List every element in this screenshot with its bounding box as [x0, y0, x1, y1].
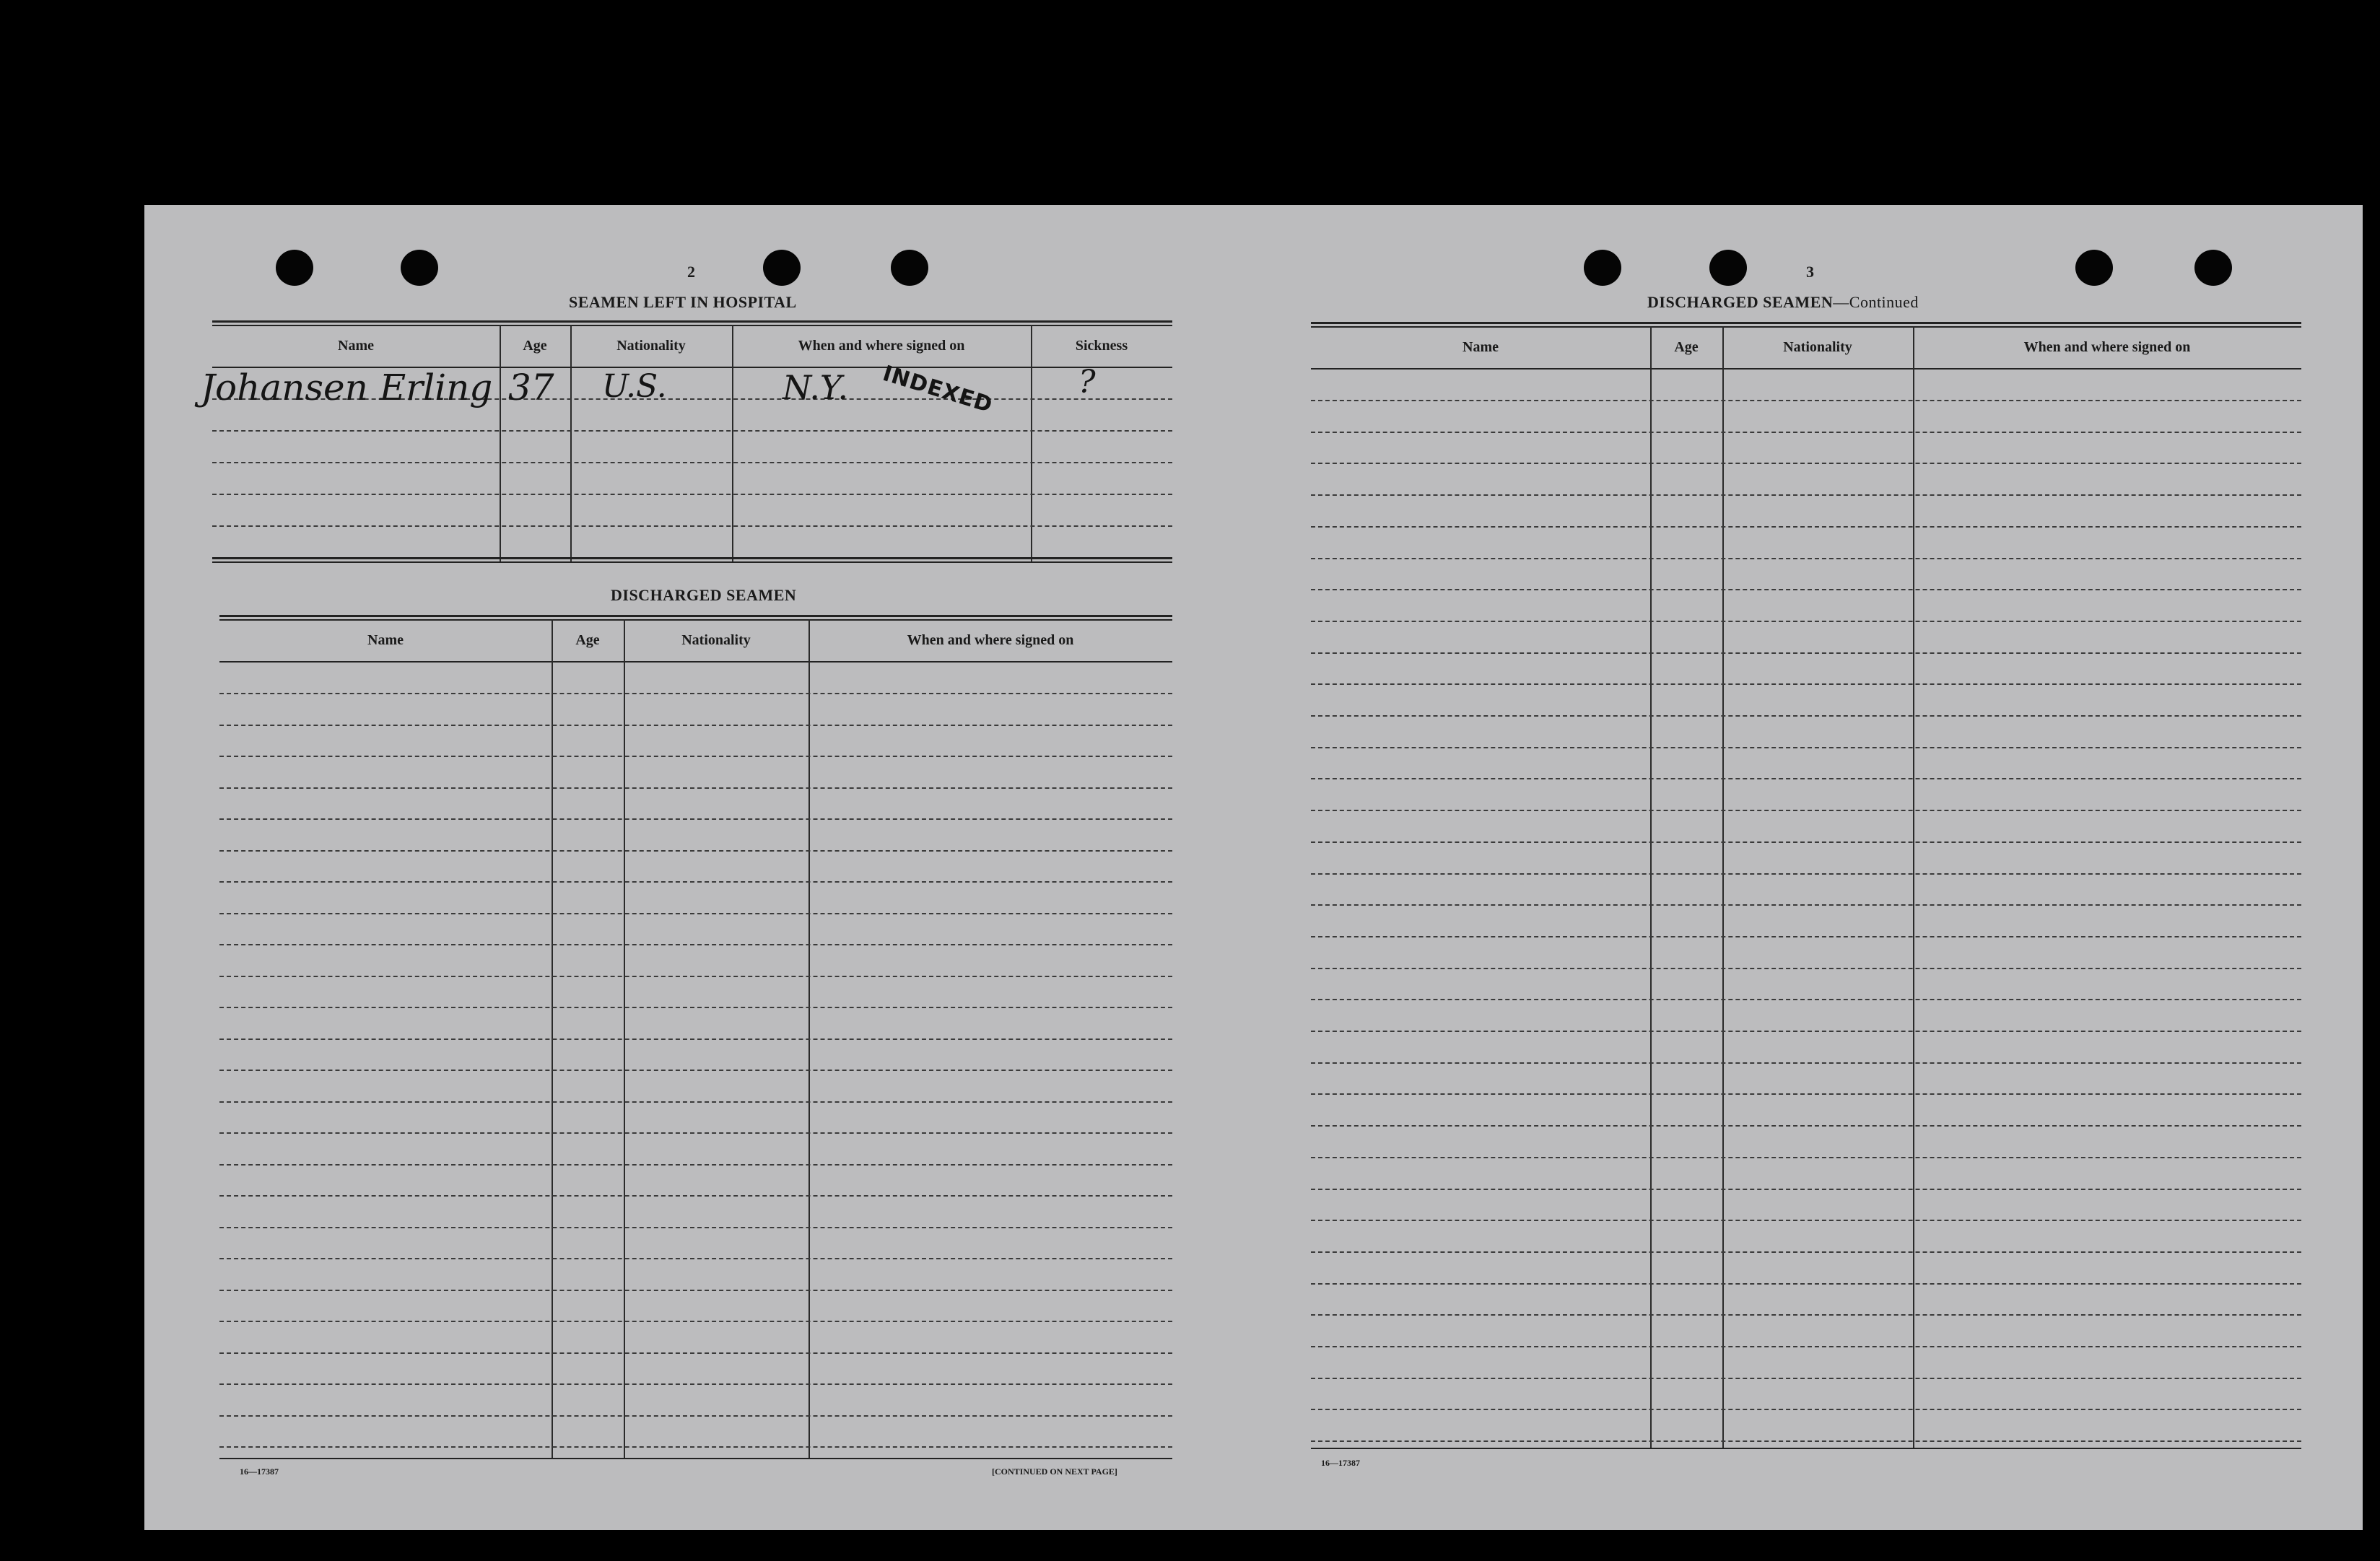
ruled-row-line [1311, 1220, 2301, 1221]
form-number: 16—17387 [1321, 1458, 1360, 1468]
handwritten-name: Johansen Erling [201, 367, 493, 408]
ruled-row-line [219, 1164, 1172, 1166]
punch-hole [1709, 250, 1747, 286]
punch-hole [276, 250, 313, 286]
ruled-row-line [1311, 1346, 2301, 1347]
ruled-row-line [1311, 621, 2301, 622]
ruled-row-line [219, 1039, 1172, 1040]
ruled-row-line [219, 693, 1172, 694]
ruled-row-line [219, 1258, 1172, 1259]
column-header-signed-on: When and where signed on [907, 632, 1074, 648]
ruled-row-line [1311, 1125, 2301, 1127]
document-scan [144, 205, 2363, 1530]
ruled-row-line [219, 725, 1172, 726]
ruled-row-line [219, 850, 1172, 852]
page-number: 2 [687, 263, 695, 281]
form-number: 16—17387 [240, 1466, 279, 1477]
page-number: 3 [1806, 263, 1814, 281]
discharged-section-title: DISCHARGED SEAMEN [611, 586, 797, 604]
ruled-row-line [1311, 463, 2301, 464]
ruled-row-line [1311, 715, 2301, 717]
column-header-signed-on: When and where signed on [798, 338, 965, 354]
ruled-row-line [1311, 841, 2301, 843]
ruled-row-line [1311, 526, 2301, 528]
punch-hole [763, 250, 801, 286]
ruled-row-line [219, 913, 1172, 914]
punch-hole [891, 250, 928, 286]
ruled-row-line [1311, 968, 2301, 969]
ruled-row-line [219, 1132, 1172, 1134]
column-header-name: Name [367, 632, 404, 648]
ruled-row-line [1311, 873, 2301, 875]
column-header-name: Name [1463, 339, 1499, 355]
ruled-row-line [1311, 1283, 2301, 1285]
ruled-row-line [219, 881, 1172, 883]
column-header-sickness: Sickness [1075, 338, 1128, 354]
indexed-stamp: INDEXED [879, 361, 996, 419]
ruled-row-line [1311, 1189, 2301, 1190]
ruled-row-line [219, 1227, 1172, 1228]
punch-hole [401, 250, 438, 286]
ruled-row-line [219, 1070, 1172, 1071]
ruled-row-line [1311, 1031, 2301, 1032]
ruled-row-line [219, 818, 1172, 820]
ruled-row-line [1311, 999, 2301, 1000]
column-header-nationality: Nationality [616, 338, 686, 354]
ruled-row-line [219, 1007, 1172, 1008]
ruled-row-line [1311, 1062, 2301, 1064]
section-title-text: DISCHARGED SEAMEN [1647, 293, 1834, 311]
ruled-row-line [219, 1383, 1172, 1385]
handwritten-nationality: U.S. [602, 368, 667, 405]
discharged-table [219, 615, 1172, 1462]
ruled-row-line [219, 787, 1172, 789]
punch-hole [1584, 250, 1621, 286]
discharged-continued-table [1311, 322, 2301, 1451]
ruled-row-line [219, 944, 1172, 945]
ruled-row-line [219, 1446, 1172, 1448]
ruled-row-line [1311, 683, 2301, 685]
handwritten-sickness: ? [1078, 364, 1096, 401]
punch-hole [2194, 250, 2232, 286]
ruled-row-line [219, 1321, 1172, 1322]
ruled-row-line [1311, 652, 2301, 654]
ruled-row-line [1311, 589, 2301, 590]
handwritten-signed-on: N.Y. [783, 368, 848, 407]
ruled-row-line [219, 1290, 1172, 1291]
column-header-age: Age [523, 338, 547, 354]
ruled-row-line [1311, 1440, 2301, 1442]
ruled-row-line [1311, 778, 2301, 779]
ruled-row-line [219, 1352, 1172, 1354]
ruled-row-line [1311, 432, 2301, 433]
ruled-row-line [1311, 558, 2301, 559]
left-page [144, 205, 1263, 1530]
hospital-table [201, 320, 1172, 563]
hospital-section-title: SEAMEN LEFT IN HOSPITAL [569, 293, 797, 311]
column-header-age: Age [1674, 339, 1699, 355]
ruled-row-line [1311, 810, 2301, 811]
ruled-row-line [1311, 747, 2301, 748]
column-header-nationality: Nationality [1783, 339, 1852, 355]
ruled-row-line [219, 976, 1172, 977]
ruled-row-line [1311, 1251, 2301, 1253]
section-title-suffix: —Continued [1833, 293, 1919, 311]
continued-note: [CONTINUED ON NEXT PAGE] [992, 1466, 1117, 1477]
ruled-row-line [1311, 1157, 2301, 1158]
column-header-nationality: Nationality [681, 632, 751, 648]
ruled-row-line [219, 1195, 1172, 1197]
ruled-row-line [1311, 400, 2301, 401]
punch-hole [2075, 250, 2113, 286]
ruled-row-line [219, 1415, 1172, 1417]
column-header-age: Age [575, 632, 600, 648]
ruled-row-line [1311, 1378, 2301, 1379]
right-page [1263, 205, 2363, 1530]
column-header-name: Name [338, 338, 374, 354]
ruled-row-line [219, 756, 1172, 757]
column-header-signed-on: When and where signed on [2023, 339, 2191, 355]
ruled-row-line [219, 1101, 1172, 1103]
ruled-row-line [1311, 904, 2301, 906]
ruled-row-line [1311, 936, 2301, 937]
section-title [1647, 293, 1919, 312]
ruled-row-line [1311, 1409, 2301, 1410]
ruled-row-line [1311, 494, 2301, 496]
ruled-row-line [1311, 1314, 2301, 1316]
ruled-row-line [1311, 1093, 2301, 1095]
handwritten-age: 37 [508, 367, 554, 408]
